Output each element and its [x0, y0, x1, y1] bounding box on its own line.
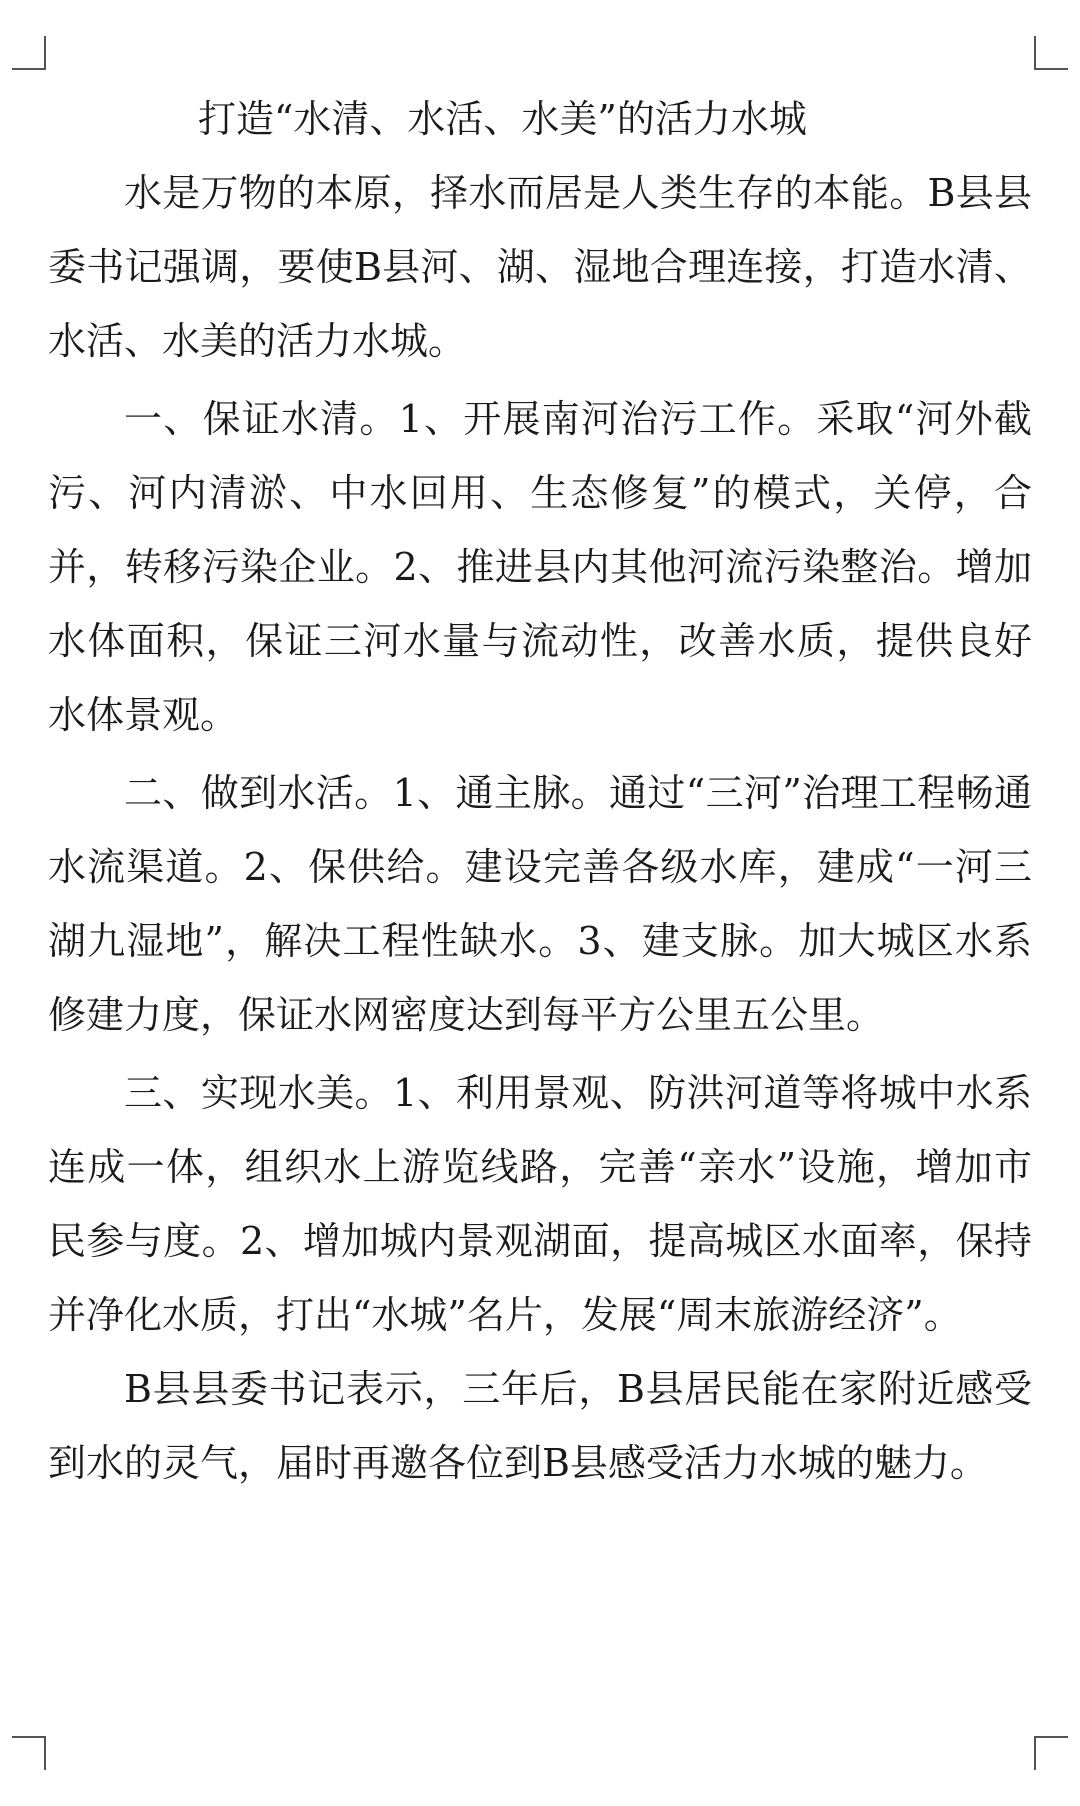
crop-mark-bottom-left	[44, 1736, 46, 1770]
paragraph-intro: 水是万物的本原，择水而居是人类生存的本能。B县县委书记强调，要使B县河、湖、湿地合理连接，打造水清、水活、水美的活力水城。	[48, 171, 1032, 363]
paragraph-water-clear: 一、保证水清。1、开展南河治污工作。采取“河外截污、河内清淤、中水回用、生态修复”的模式，关停，合并，转移污染企业。2、推进县内其他河流污染整治。增加水体面积，保证三河水量与流动性，改善水质，提供良好水体景观。	[48, 397, 1032, 737]
document-title: 打造“水清、水活、水美”的活力水城	[198, 97, 807, 141]
crop-mark-top-left	[44, 36, 46, 70]
crop-mark-top-right	[1034, 68, 1068, 70]
crop-mark-bottom-right	[1034, 1736, 1068, 1738]
crop-mark-bottom-right	[1034, 1736, 1036, 1770]
crop-mark-bottom-left	[12, 1736, 46, 1738]
paragraph-conclusion: B县县委书记表示，三年后，B县居民能在家附近感受到水的灵气，届时再邀各位到B县感受活力水城的魅力。	[48, 1367, 1032, 1485]
document-body	[48, 82, 1032, 1500]
paragraph-water-flowing: 二、做到水活。1、通主脉。通过“三河”治理工程畅通水流渠道。2、保供给。建设完善各级水库，建成“一河三湖九湿地”，解决工程性缺水。3、建支脉。加大城区水系修建力度，保证水网密度达到每平方公里五公里。	[48, 771, 1032, 1037]
paragraph-water-beautiful: 三、实现水美。1、利用景观、防洪河道等将城中水系连成一体，组织水上游览线路，完善“亲水”设施，增加市民参与度。2、增加城内景观湖面，提高城区水面率，保持并净化水质，打出“水城”名片，发展“周末旅游经济”。	[48, 1071, 1032, 1337]
crop-mark-top-left	[12, 68, 46, 70]
crop-mark-top-right	[1034, 36, 1036, 70]
